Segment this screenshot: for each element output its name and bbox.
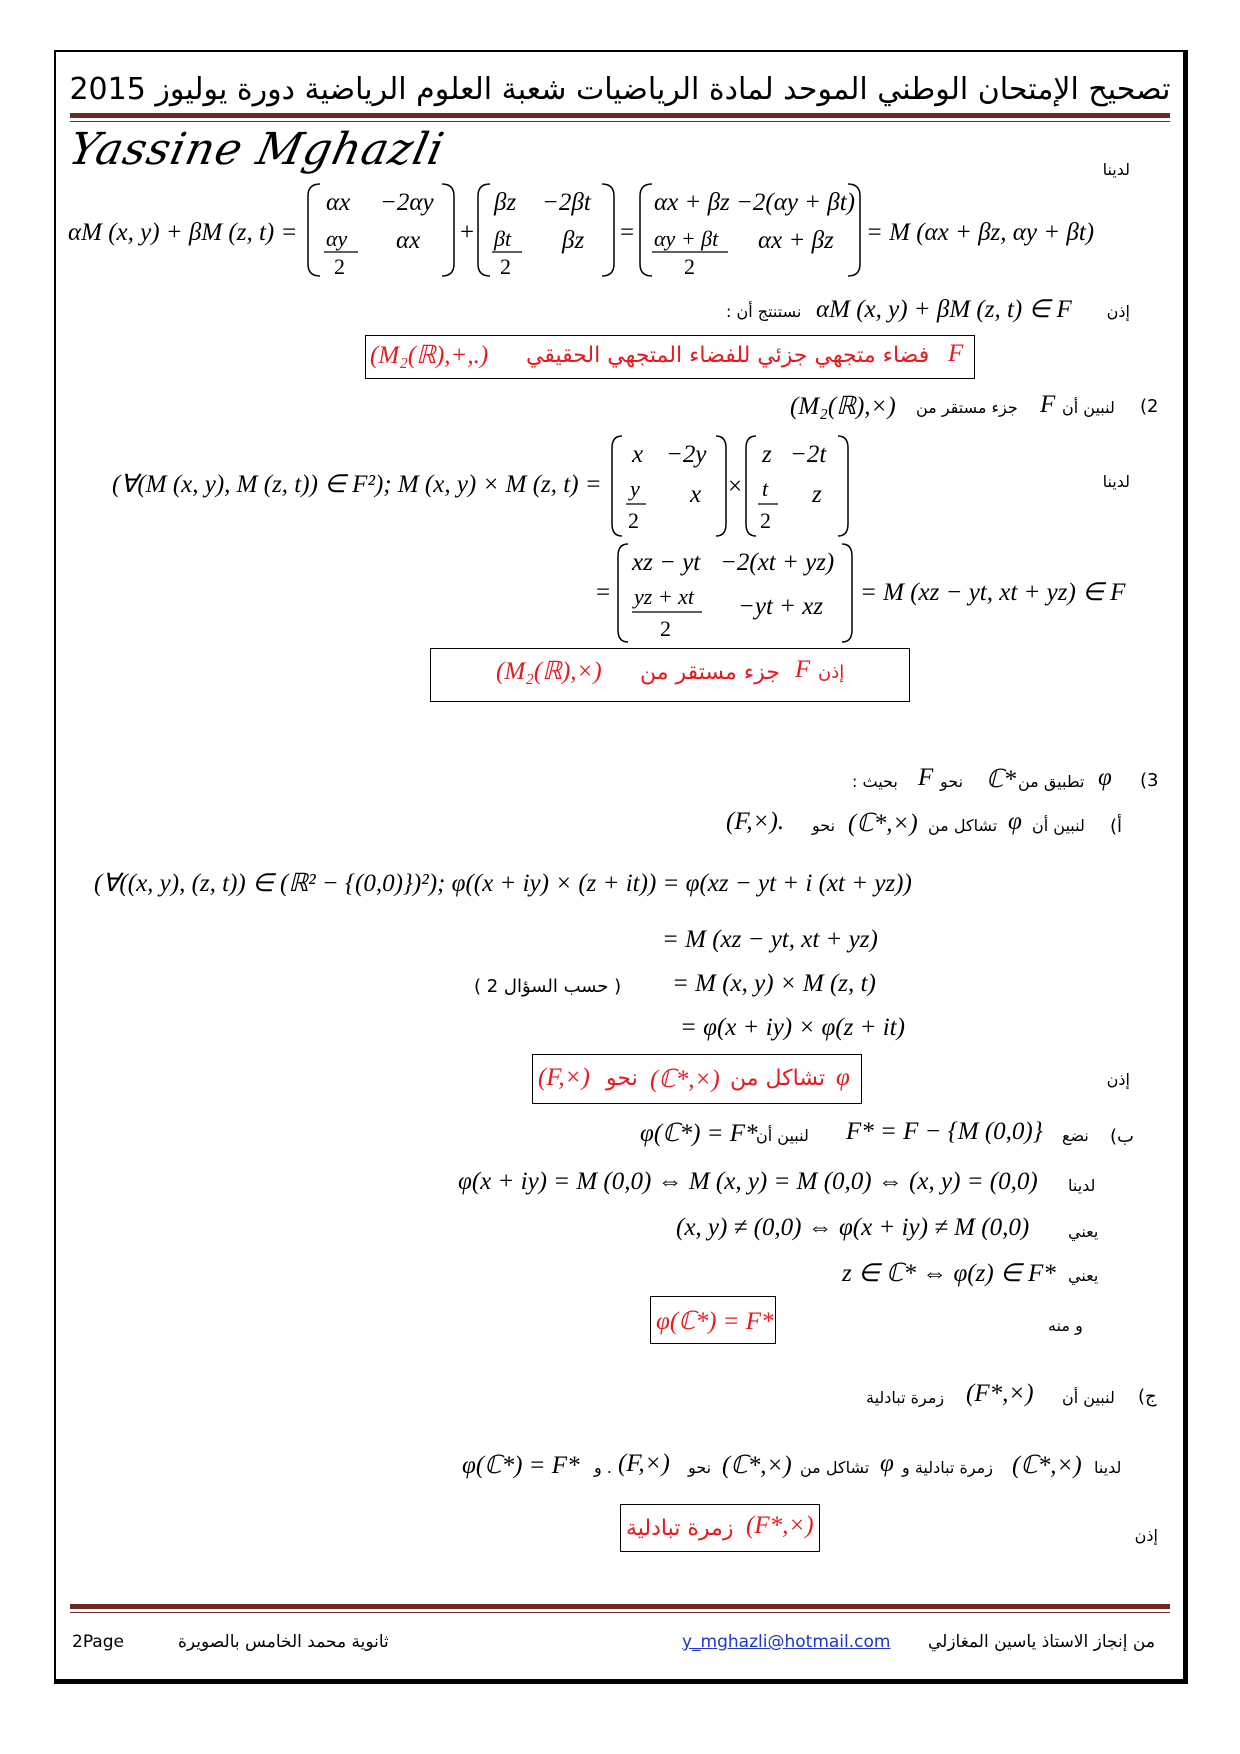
part3b-l1-ar: لدينا: [1068, 1176, 1096, 1195]
box2-idhan: إذن: [818, 662, 845, 683]
m2-a-val: βz: [494, 189, 517, 216]
morphism-eq-3: = M (x, y) × M (z, t): [672, 970, 876, 997]
svg-text:2: 2: [334, 254, 345, 279]
part3c-t2: تشاكل من: [800, 1458, 870, 1477]
m1-c: αy: [326, 226, 348, 251]
box3a-phi: φ: [836, 1064, 850, 1091]
product-result-equation: [596, 538, 1136, 650]
part3b-text2: لنبين أن: [756, 1126, 809, 1145]
box3b-eq: φ(ℂ*) = F*: [656, 1308, 774, 1335]
ladina-label-2: لدينا: [1102, 472, 1130, 491]
box3a-text2: نحو: [606, 1066, 638, 1091]
prod-rhs: = M (xz − yt, xt + yz) ∈ F: [860, 579, 1126, 606]
box3a-C: (ℂ*,×): [650, 1066, 720, 1093]
part3c-g3: (F,×): [618, 1450, 670, 1477]
part3a-F: (F,×).: [726, 808, 785, 835]
combo-lhs: αM (x, y) + βM (z, t) =: [68, 219, 298, 246]
combo-rhs: = M (αx + βz, αy + βt): [866, 219, 1095, 246]
part3a-text2: تشاكل من: [928, 816, 998, 835]
box2-text: جزء مستقر من: [640, 660, 780, 685]
footer-page: 2Page: [72, 1632, 124, 1652]
footer-email-link[interactable]: y_mghazli@hotmail.com: [682, 1632, 891, 1652]
svg-text:2: 2: [660, 616, 671, 641]
morphism-eq-1: (∀((x, y), (z, t)) ∈ (ℝ² − {(0,0)})²); φ((x + iy) × (z + it)) = φ(xz − yt + i (xt + yz)): [94, 870, 912, 897]
part3a-phi: φ: [1008, 808, 1022, 835]
part3a-text1: لنبين أن: [1032, 816, 1085, 835]
morphism-eq-4: = φ(x + iy) × φ(z + it): [680, 1014, 905, 1041]
m2-d: βz: [562, 227, 585, 254]
svg-text:+: +: [460, 219, 475, 246]
box3c-text: زمرة تبادلية: [626, 1516, 734, 1541]
part3-intro-text2: نحو: [940, 772, 964, 791]
m2-b: −2βt: [542, 189, 591, 216]
part3c-text1: لنبين أن: [1062, 1388, 1115, 1407]
part2-heading-F: F: [1040, 391, 1056, 418]
m1-a: αx: [326, 189, 351, 216]
pm1-b: −2y: [666, 441, 707, 468]
part3b-l4-ar: و منه: [1048, 1316, 1083, 1335]
part3-intro-F: F: [918, 764, 934, 791]
part3c-t4: . و: [594, 1458, 612, 1477]
svg-text:=: =: [596, 579, 611, 606]
footer-school: ثانوية محمد الخامس بالصويرة: [178, 1632, 389, 1652]
m1-b: −2αy: [380, 189, 434, 216]
part3c-t1: زمرة تبادلية و: [902, 1458, 993, 1477]
svg-text:×: ×: [728, 473, 743, 500]
product-equation: [112, 432, 852, 544]
part3c-idhan: إذن: [1134, 1526, 1158, 1545]
svg-text:t: t: [762, 476, 769, 501]
box3a-F: (F,×): [538, 1064, 590, 1091]
box3a-text1: تشاكل من: [730, 1066, 826, 1091]
part3c-g1: (ℂ*,×): [1012, 1452, 1082, 1479]
svg-text:βt: βt: [494, 226, 512, 251]
m3-b: −2(αy + βt): [736, 189, 856, 216]
part3a-text3: نحو: [812, 816, 836, 835]
part3c-text2: زمرة تبادلية: [866, 1388, 945, 1407]
page-title: تصحيح الإمتحان الوطني الموحد لمادة الرياضيات شعبة العلوم الرياضية دورة يوليوز 2015: [69, 72, 1171, 107]
part3b-goal: φ(ℂ*) = F*: [640, 1120, 758, 1147]
part3c-label: ج): [1138, 1386, 1157, 1407]
part3b-label: ب): [1110, 1126, 1134, 1147]
morphism-eq-2: = M (xz − yt, xt + yz): [662, 926, 878, 953]
header-rule-thick: [70, 113, 1170, 118]
part2-heading-text2: جزء مستقر من: [916, 398, 1018, 417]
pm1-a: x: [632, 441, 644, 468]
part3b-l2: (x, y) ≠ (0,0) ⇔ φ(x + iy) ≠ M (0,0): [676, 1214, 1030, 1241]
part3a-C: (ℂ*,×): [848, 810, 918, 837]
pm1-d: x: [690, 481, 702, 508]
part3c-g2: (ℂ*,×): [722, 1452, 792, 1479]
footer-rule-thick: [70, 1604, 1170, 1609]
box1-space: (M₂(ℝ),+,.): [370, 342, 489, 369]
part3c-group: (F*,×): [966, 1380, 1034, 1407]
signature: Yassine Mghazli: [64, 124, 449, 175]
box1-text: فضاء متجهي جزئي للفضاء المتجهي الحقيقي: [526, 343, 930, 368]
box3c-group: (F*,×): [746, 1512, 814, 1539]
pm2-a: z: [762, 441, 772, 468]
part3c-eq: φ(ℂ*) = F*: [462, 1452, 580, 1479]
pm3-d: −yt + xz: [738, 593, 824, 620]
svg-text:yz + xt: yz + xt: [634, 584, 695, 609]
box2-space: (M₂(ℝ),×): [496, 658, 602, 685]
footer-author: من إنجاز الاستاذ ياسين المغازلي: [928, 1632, 1155, 1652]
box1-F: F: [948, 340, 964, 367]
conclude-text-1: نستنتج أن :: [726, 302, 802, 321]
pm3-b: −2(xt + yz): [720, 549, 835, 576]
header-rule-thin: [70, 121, 1170, 122]
prod-lhs: (∀(M (x, y), M (z, t)) ∈ F²); M (x, y) × M (z, t) =: [112, 471, 602, 498]
part3b-text1: نضع: [1062, 1126, 1089, 1145]
m3-a: αx + βz: [654, 189, 730, 216]
svg-text:2: 2: [500, 254, 511, 279]
part3b-l1: φ(x + iy) = M (0,0) ⇔ M (x, y) = M (0,0) ⇔ (x, y) = (0,0): [458, 1168, 1038, 1195]
part2-number: 2): [1140, 396, 1159, 417]
morphism-eq-3-note: ( حسب السؤال 2 ): [474, 976, 622, 997]
pm3-a: xz − yt: [632, 549, 701, 576]
idhan-1: إذن: [1106, 302, 1130, 321]
svg-text:=: =: [620, 219, 635, 246]
part3c-t3: نحو: [688, 1458, 712, 1477]
part3b-l2-ar: يعني: [1068, 1222, 1099, 1241]
svg-text:2: 2: [628, 508, 639, 533]
part3c-ladina: لدينا: [1094, 1458, 1122, 1477]
m1-d: αx: [396, 227, 421, 254]
part3-intro-text3: بحيث :: [852, 772, 898, 791]
svg-text:y: y: [630, 476, 640, 501]
pm2-d: z: [812, 481, 822, 508]
part3c-phi: φ: [880, 1450, 894, 1477]
part3-intro-text1: تطبيق من: [1018, 772, 1085, 791]
ladina-label-1: لدينا: [1102, 160, 1130, 179]
part3a-idhan: إذن: [1106, 1070, 1130, 1089]
part3b-l3-ar: يعني: [1068, 1266, 1099, 1285]
part3-intro-C: ℂ*: [986, 766, 1016, 793]
conclude-math-1: αM (x, y) + βM (z, t) ∈ F: [816, 296, 1072, 323]
part3b-l3: z ∈ ℂ* ⇔ φ(z) ∈ F*: [842, 1260, 1056, 1287]
svg-text:αy + βt: αy + βt: [654, 226, 719, 251]
part3-number: 3): [1140, 770, 1159, 791]
m3-d: αx + βz: [758, 227, 834, 254]
linear-combination-equation: [68, 176, 1138, 286]
pm2-b: −2t: [790, 441, 827, 468]
part2-heading-text: لنبين أن: [1062, 398, 1115, 417]
part3b-def: F* = F − {M (0,0)}: [846, 1118, 1043, 1145]
svg-text:2: 2: [684, 254, 695, 279]
svg-text:2: 2: [760, 508, 771, 533]
footer-rule-thin: [70, 1612, 1170, 1613]
box2-F: F: [795, 656, 811, 683]
part3-phi: φ: [1098, 764, 1112, 791]
part2-heading-space: (M₂(ℝ),×): [790, 393, 896, 420]
part3a-label: أ): [1110, 816, 1123, 837]
